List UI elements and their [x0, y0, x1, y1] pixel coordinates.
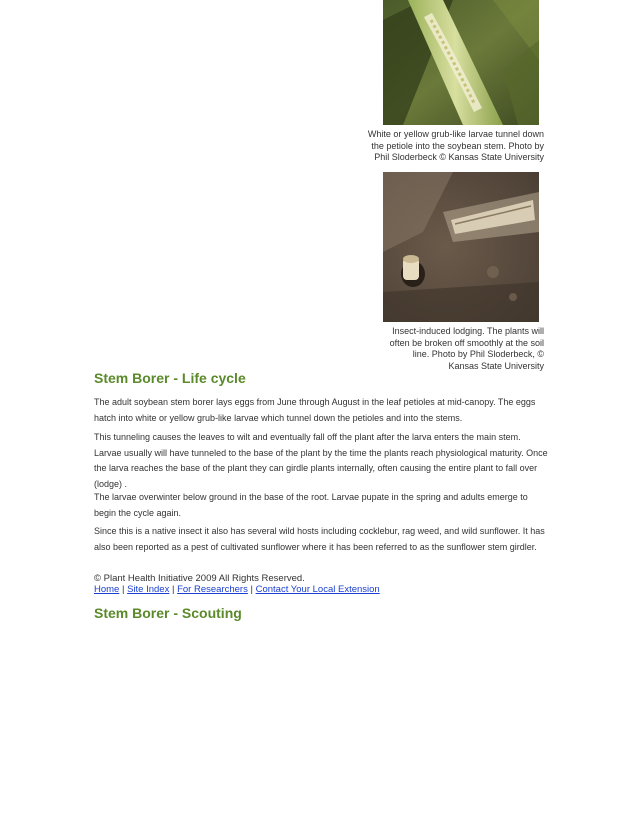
lodged-plant-image — [383, 172, 539, 322]
figure1-caption: White or yellow grub-like larvae tunnel down the petiole into the soybean stem. Photo by Phil Sloderbeck © Kansas State University — [367, 129, 544, 162]
paragraph-3: The larvae overwinter below ground in the base of the root. Larvae pupate in the spring and adults emerge to begin the cycle again. — [94, 492, 528, 518]
link-separator: | — [171, 584, 175, 595]
home-link[interactable]: Home — [94, 584, 120, 595]
section-heading-scouting: Stem Borer - Scouting — [94, 605, 242, 621]
figure2-caption: Insect-induced lodging. The plants will often be broken off smoothly at the soil line. Photo by Phil Sloderbeck, © Kansas State University — [389, 326, 544, 371]
paragraph-2: This tunneling causes the leaves to wilt and eventually fall off the plant after the larva enters the main stem. Larvae usually will have tunneled to the base of the plant by the time the plants reach physiological maturity. Once the larva reaches the base of the plant they can girdle plants internally, often causing the entire plant to fall over (lodge) . — [94, 432, 548, 489]
link-separator: | — [250, 584, 253, 595]
lodged-plant-photo — [383, 172, 539, 322]
section-heading-life-cycle: Stem Borer - Life cycle — [94, 370, 246, 386]
footer-links — [94, 584, 380, 596]
paragraph-4: Since this is a native insect it also has several wild hosts including cocklebur, rag weed, and wild sunflower. It has also been reported as a pest of cultivated sunflower where it has been referred to as the sunflower stem girdler. — [94, 526, 545, 552]
larva-stem-photo — [383, 0, 539, 125]
larva-stem-image — [383, 0, 539, 125]
link-separator: | — [121, 584, 125, 595]
copyright-notice: © Plant Health Initiative 2009 All Rights Reserved. — [94, 573, 305, 584]
contact-extension-link[interactable]: Contact Your Local Extension — [255, 584, 380, 595]
for-researchers-link[interactable]: For Researchers — [177, 584, 248, 595]
site-index-link[interactable]: Site Index — [127, 584, 170, 595]
paragraph-1: The adult soybean stem borer lays eggs from June through August in the leaf petioles at mid-canopy. The eggs hatch into white or yellow grub-like larvae which tunnel down the petioles and into the stems. — [94, 397, 536, 423]
